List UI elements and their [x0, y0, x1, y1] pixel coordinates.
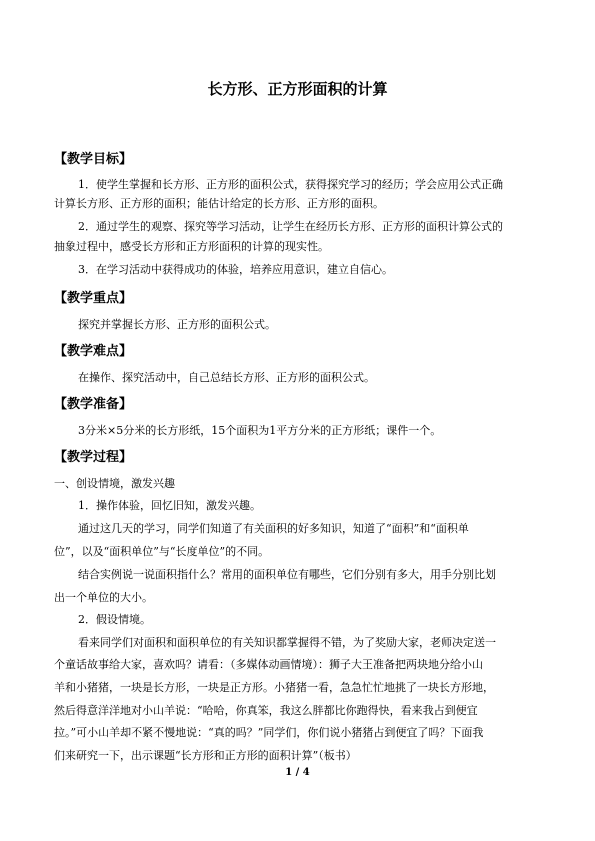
- paragraph-line: 3．在学习活动中获得成功的体验，培养应用意识，建立自信心。: [78, 263, 393, 276]
- paragraph-line: 抽象过程中，感受长方形和正方形面积的计算的现实性。: [54, 240, 329, 253]
- paragraph-line: 羊和小猪猪，一块是长方形，一块是正方形。小猪猪一看，急急忙忙地挑了一块长方形地，: [54, 681, 494, 694]
- paragraph-line: 位”，以及“面积单位”与“长度单位”的不同。: [54, 545, 270, 558]
- paragraph-line: 在操作、探究活动中，自己总结长方形、正方形的面积公式。: [78, 371, 375, 384]
- paragraph-line: 们来研究一下，出示课题“长方形和正方形的面积计算”（板书）: [54, 749, 357, 762]
- paragraph-line: 3分米×5分米的长方形纸，15个面积为1平方分米的正方形纸；课件一个。: [78, 424, 442, 437]
- paragraph-line: 拉。”可小山羊却不紧不慢地说：“真的吗？”同学们，你们说小猪猪占到便宜了吗？下面我: [54, 726, 484, 739]
- section-heading-difficulty: 【教学难点】: [54, 344, 133, 359]
- paragraph-line: 1．操作体验，回忆旧知，激发兴趣。: [78, 499, 261, 512]
- paragraph-line: 出一个单位的大小。: [54, 591, 153, 604]
- paragraph-line: 2．通过学生的观察、探究等学习活动，让学生在经历长方形、正方形的面积计算公式的: [78, 220, 503, 233]
- paragraph-line: 2．假设情境。: [78, 613, 151, 626]
- section-heading-goals: 【教学目标】: [54, 152, 133, 167]
- paragraph-line: 个童话故事给大家，喜欢吗？请看：（多媒体动画情境）：狮子大王准备把两块地分给小山: [54, 658, 483, 671]
- paragraph-line: 一、创设情境，激发兴趣: [54, 477, 175, 490]
- section-heading-key: 【教学重点】: [54, 291, 133, 306]
- paragraph-line: 结合实例说一说面积指什么？常用的面积单位有哪些，它们分别有多大，用手分别比划: [78, 568, 496, 581]
- paragraph-line: 计算长方形、正方形的面积；能估计给定的长方形、正方形的面积。: [54, 197, 384, 210]
- paragraph-line: 1．使学生掌握和长方形、正方形的面积公式，获得探究学习的经历；学会应用公式正确: [78, 178, 503, 191]
- page-number: 1 / 4: [285, 767, 310, 778]
- section-heading-prep: 【教学准备】: [54, 397, 133, 412]
- paragraph-line: 通过这几天的学习，同学们知道了有关面积的好多知识，知道了“面积”和“面积单: [78, 522, 469, 535]
- paragraph-line: 探究并掌握长方形、正方形的面积公式。: [78, 318, 276, 331]
- page-title: 长方形、正方形面积的计算: [207, 80, 388, 98]
- section-heading-process: 【教学过程】: [54, 450, 133, 465]
- paragraph-line: 然后得意洋洋地对小山羊说：“哈哈，你真笨，我这么胖都比你跑得快，看来我占到便宜: [54, 704, 478, 717]
- paragraph-line: 看来同学们对面积和面积单位的有关知识都掌握得不错，为了奖励大家，老师决定送一: [78, 636, 496, 649]
